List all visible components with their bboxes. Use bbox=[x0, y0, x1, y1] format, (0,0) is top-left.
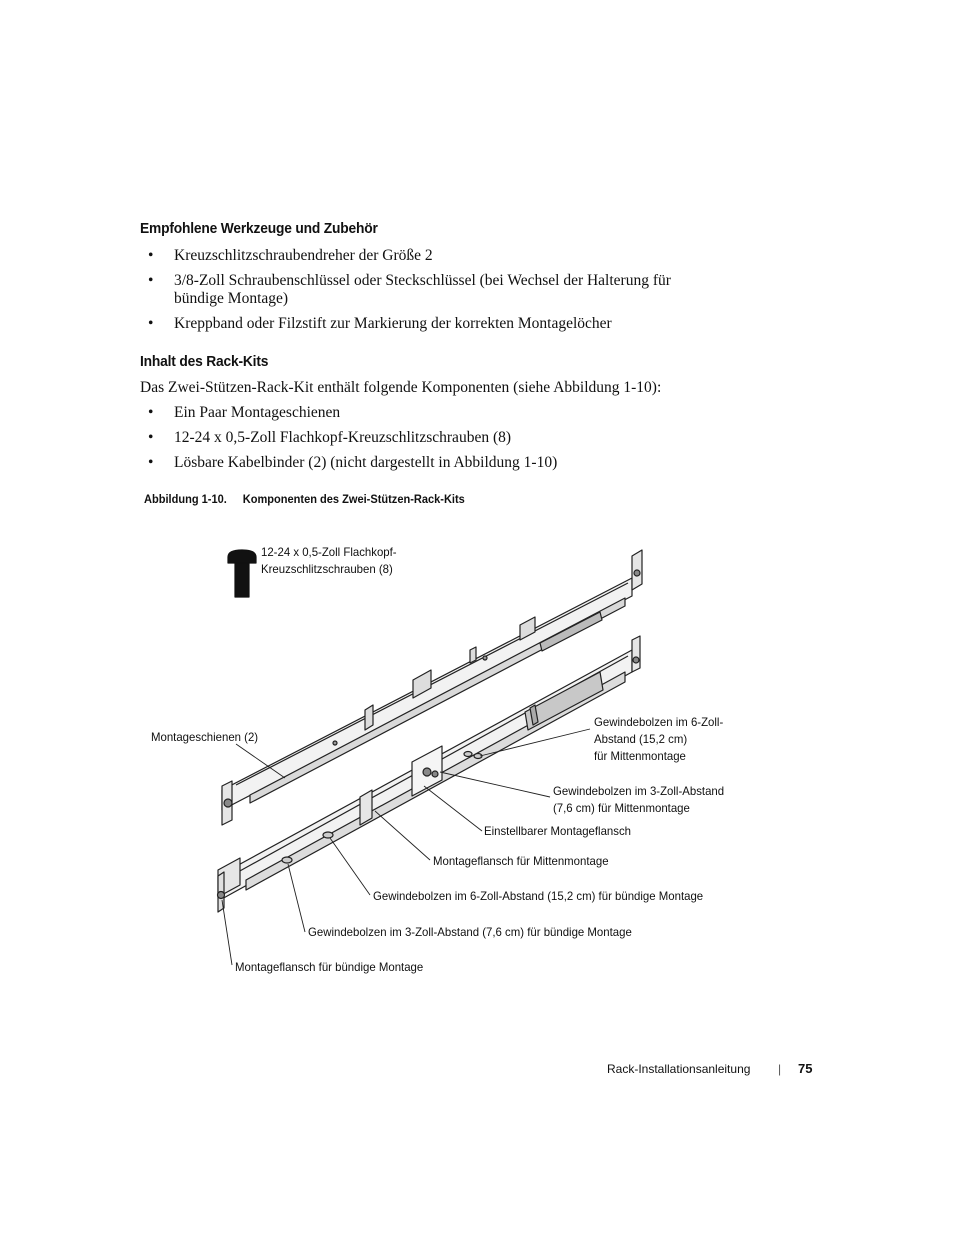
label-studs3-center-line1: Gewindebolzen im 3-Zoll-Abstand bbox=[553, 784, 725, 798]
screw-icon bbox=[228, 550, 256, 597]
label-studs3-flush: Gewindebolzen im 3-Zoll-Abstand (7,6 cm) für bündige Montage bbox=[308, 925, 632, 939]
label-flush-flange: Montageflansch für bündige Montage bbox=[235, 960, 424, 974]
label-studs6-center-line2: Abstand (15,2 cm) bbox=[594, 732, 688, 746]
label-adjustable-flange: Einstellbarer Montageflansch bbox=[484, 824, 632, 838]
list-item: • Lösbare Kabelbinder (2) (nicht dargestellt in Abbildung 1-10) bbox=[148, 454, 557, 472]
label-studs6-center-line1: Gewindebolzen im 6-Zoll- bbox=[594, 715, 724, 729]
label-center-flange: Montageflansch für Mittenmontage bbox=[433, 854, 609, 868]
list-item: • 3/8-Zoll Schraubenschlüssel oder Steckschlüssel (bei Wechsel der Halterung für bündige Montage) bbox=[148, 272, 674, 308]
list-item: • Kreppband oder Filzstift zur Markierung der korrekten Montagelöcher bbox=[148, 315, 674, 333]
page-number: 75 bbox=[798, 1061, 813, 1076]
list-item: • Ein Paar Montageschienen bbox=[148, 404, 557, 422]
label-rails: Montageschienen (2) bbox=[151, 730, 259, 744]
list-item: • Kreuzschlitzschraubendreher der Größe 2 bbox=[148, 247, 674, 265]
list-item: • 12-24 x 0,5-Zoll Flachkopf-Kreuzschlitzschrauben (8) bbox=[148, 429, 557, 447]
label-studs6-center-line3: für Mittenmontage bbox=[594, 749, 686, 763]
label-screws-line1: 12-24 x 0,5-Zoll Flachkopf- bbox=[261, 545, 397, 559]
label-studs3-center-line2: (7,6 cm) für Mittenmontage bbox=[553, 801, 690, 815]
label-studs6-flush: Gewindebolzen im 6-Zoll-Abstand (15,2 cm) für bündige Montage bbox=[373, 889, 704, 903]
kit-intro: Das Zwei-Stützen-Rack-Kit enthält folgende Komponenten (siehe Abbildung 1-10): bbox=[140, 379, 662, 396]
section-heading-kit-contents: Inhalt des Rack-Kits bbox=[140, 353, 269, 370]
figure-title: Komponenten des Zwei-Stützen-Rack-Kits bbox=[242, 492, 465, 506]
footer-title: Rack-Installationsanleitung bbox=[607, 1062, 751, 1076]
footer-separator: | bbox=[778, 1062, 782, 1076]
label-screws-line2: Kreuzschlitzschrauben (8) bbox=[261, 562, 393, 576]
section-heading-tools: Empfohlene Werkzeuge und Zubehör bbox=[140, 220, 378, 237]
figure-number: Abbildung 1-10. bbox=[144, 492, 227, 506]
